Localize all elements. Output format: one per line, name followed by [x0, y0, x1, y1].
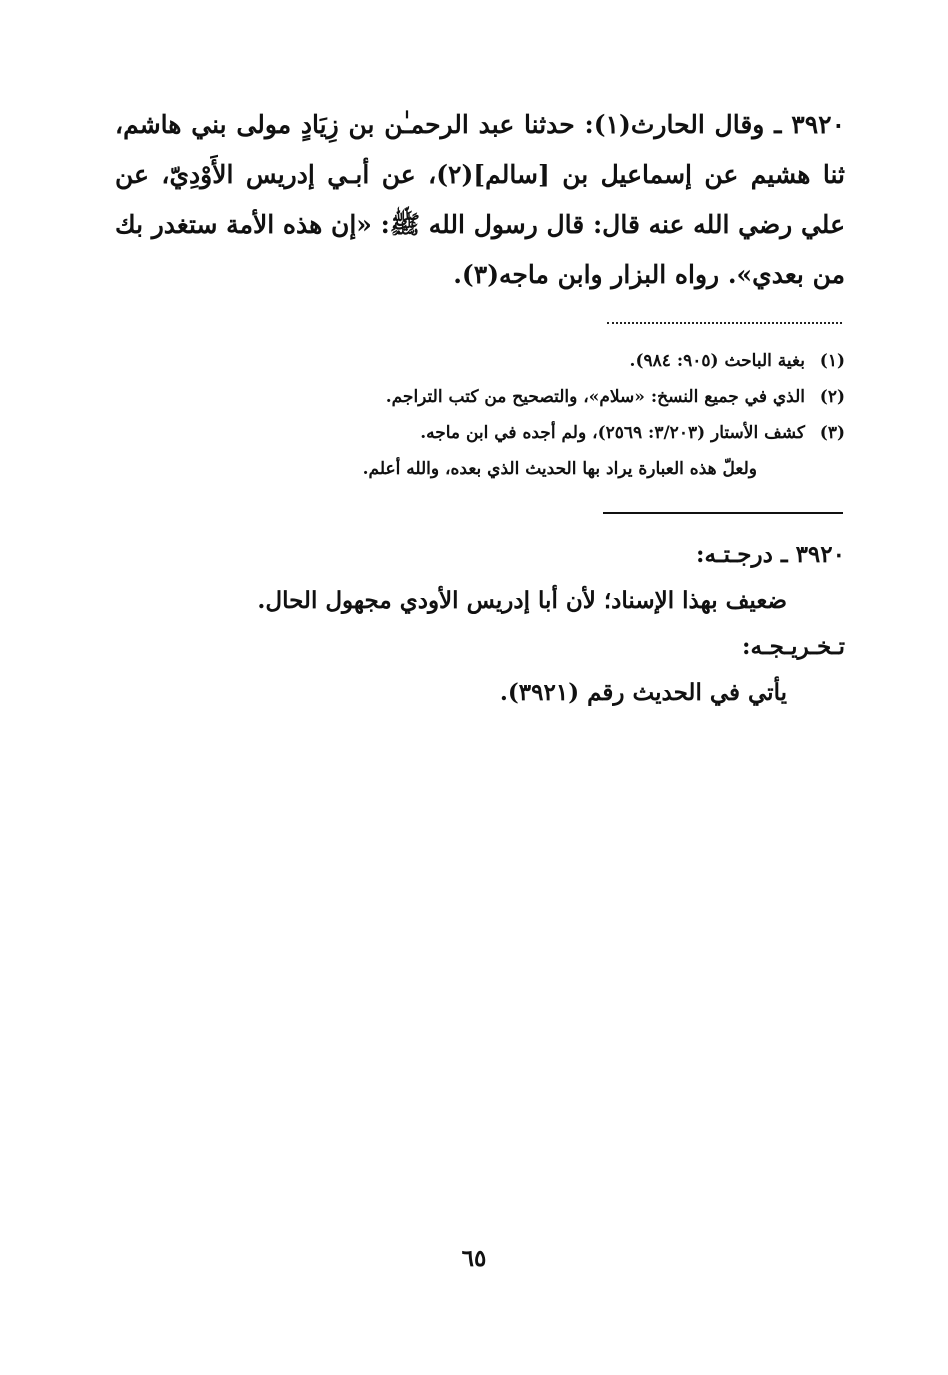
takhrij-heading: تـخـريـجـه:: [742, 633, 845, 660]
footnote-number: (٢): [819, 387, 845, 407]
footnote-number: (٣): [819, 423, 845, 443]
footnote-divider: [607, 322, 842, 324]
takhrij-text: يأتي في الحديث رقم (٣٩٢١).: [499, 679, 787, 706]
footnote-2: [245, 379, 845, 415]
footnote-text: ولعلّ هذه العبارة يراد بها الحديث الذي بعده، والله أعلم.: [362, 459, 757, 479]
hadith-text: ـ وقال الحارث(١): حدثنا عبد الرحمـٰن بن زِيَادٍ مولى بني هاشم، ثنا هشيم عن إسماعيل بن [سالم](٢)، عن أبـي إدريس الأَوْدِيّ، عن علي رضي الله عنه قال: قال رسول الله ﷺ: «إن هذه الأمة ستغدر بك من بعدي». رواه البزار وابن ماجه(٣).: [115, 110, 845, 289]
grade-heading: ٣٩٢٠ ـ درجـتـه:: [696, 541, 845, 568]
footnote-text: كشف الأستار (٣/٢٠٣: ٢٥٦٩)، ولم أجده في ابن ماجه.: [420, 423, 805, 443]
hadith-paragraph: [115, 100, 845, 300]
footnote-number: (١): [819, 351, 845, 371]
footnote-1: [245, 343, 845, 379]
footnote-3-continuation: [245, 451, 845, 487]
section-divider: [603, 512, 843, 514]
footnote-text: بغية الباحث (٩٠٥: ٩٨٤).: [629, 351, 805, 371]
hadith-number: ٣٩٢٠: [791, 110, 845, 139]
footnote-text: الذي في جميع النسخ: «سلام»، والتصحيح من كتب التراجم.: [385, 387, 805, 407]
grade-text: ضعيف بهذا الإسناد؛ لأن أبا إدريس الأودي مجهول الحال.: [257, 587, 787, 614]
page-number: ٦٥: [461, 1245, 487, 1272]
footnote-3: [245, 415, 845, 451]
footnotes: [245, 343, 845, 487]
commentary: [115, 532, 845, 716]
